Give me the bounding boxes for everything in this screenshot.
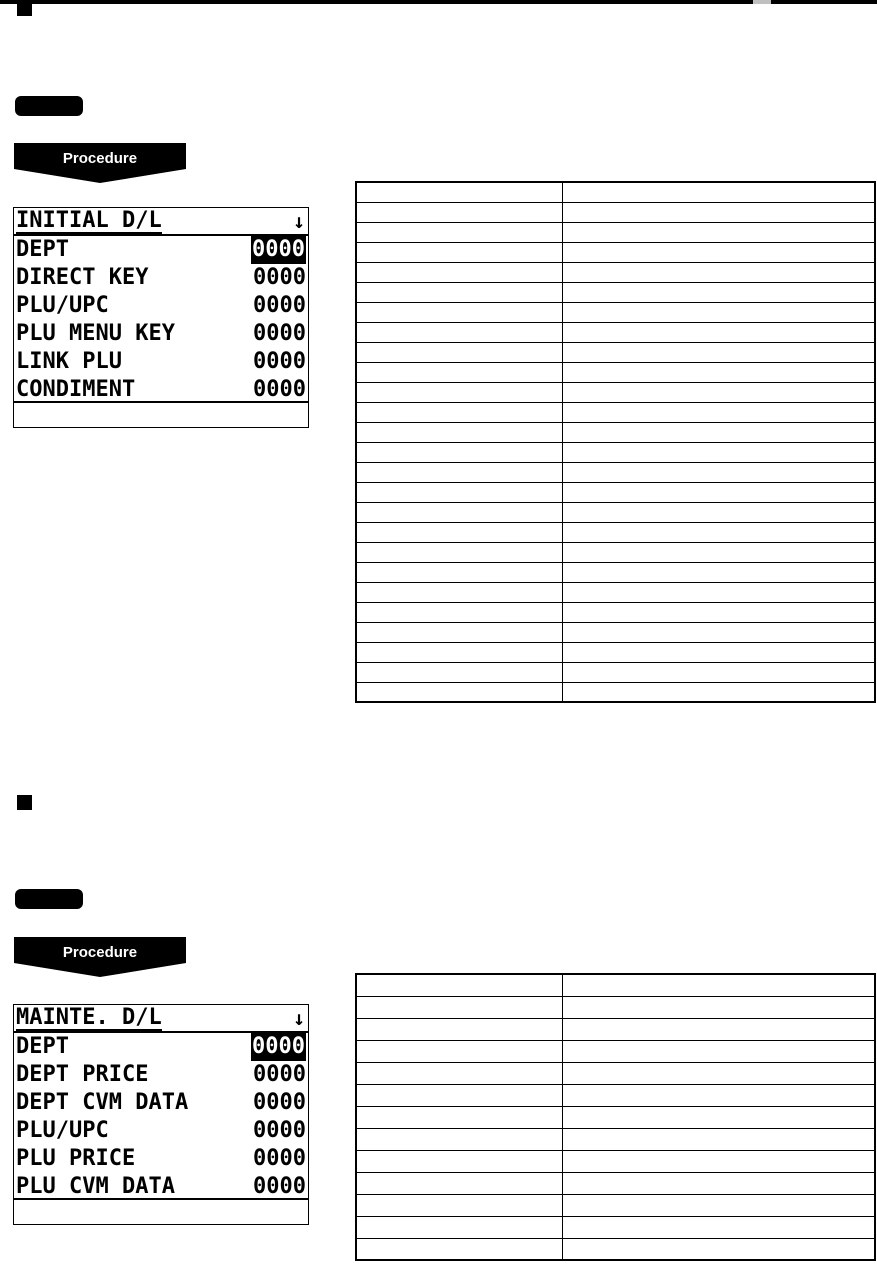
- display-row[interactable]: [14, 1033, 308, 1061]
- table-cell: [563, 1128, 876, 1150]
- row-label: PLU/UPC: [16, 293, 109, 318]
- row-label: DEPT CVM DATA: [16, 1090, 189, 1115]
- table-row: [356, 382, 875, 402]
- table-row: [356, 974, 875, 996]
- procedure-label: Procedure: [62, 944, 138, 961]
- table-cell: [356, 582, 563, 602]
- table-row: [356, 1040, 875, 1062]
- table-cell: [563, 382, 876, 402]
- table-cell: [356, 1216, 563, 1238]
- table-cell: [563, 1238, 876, 1260]
- table-cell: [356, 402, 563, 422]
- row-label: DEPT PRICE: [16, 1062, 149, 1087]
- table-row: [356, 482, 875, 502]
- row-value: 0000: [253, 1174, 306, 1199]
- settings-table: [355, 181, 876, 703]
- down-arrow-icon: ↓: [292, 209, 305, 233]
- table-cell: [356, 222, 563, 242]
- display-footer: [14, 1198, 308, 1224]
- table-cell: [356, 542, 563, 562]
- table-cell: [356, 282, 563, 302]
- table-cell: [563, 402, 876, 422]
- display-row[interactable]: [14, 236, 308, 264]
- table-cell: [563, 1172, 876, 1194]
- display-row[interactable]: [14, 320, 308, 348]
- page-top-gap: [753, 0, 771, 4]
- table-row: [356, 1238, 875, 1260]
- table-row: [356, 402, 875, 422]
- table-row: [356, 282, 875, 302]
- table-cell: [563, 502, 876, 522]
- table-row: [356, 242, 875, 262]
- table-cell: [563, 242, 876, 262]
- table-cell: [356, 602, 563, 622]
- table-cell: [563, 622, 876, 642]
- table-cell: [356, 1194, 563, 1216]
- display-title: MAINTE. D/L: [16, 1005, 162, 1030]
- table-row: [356, 1194, 875, 1216]
- table-cell: [563, 302, 876, 322]
- table-cell: [356, 974, 563, 996]
- table-cell: [563, 522, 876, 542]
- table-row: [356, 422, 875, 442]
- table-row: [356, 602, 875, 622]
- table-cell: [563, 642, 876, 662]
- row-label: PLU MENU KEY: [16, 321, 175, 346]
- section-bullet: [17, 795, 32, 810]
- table-cell: [563, 1040, 876, 1062]
- table-cell: [563, 282, 876, 302]
- table-cell: [356, 262, 563, 282]
- table-cell: [356, 322, 563, 342]
- table-row: [356, 662, 875, 682]
- row-label: PLU/UPC: [16, 1118, 109, 1143]
- table-row: [356, 1216, 875, 1238]
- table-cell: [356, 1018, 563, 1040]
- table-row: [356, 522, 875, 542]
- table-row: [356, 502, 875, 522]
- table-cell: [356, 342, 563, 362]
- display-title: INITIAL D/L: [16, 208, 162, 233]
- row-value: 0000: [252, 1034, 305, 1059]
- table-cell: [563, 462, 876, 482]
- row-value: 0000: [253, 265, 306, 290]
- table-cell: [356, 202, 563, 222]
- row-value: 0000: [252, 237, 305, 262]
- table-row: [356, 222, 875, 242]
- table-row: [356, 1128, 875, 1150]
- table-cell: [356, 462, 563, 482]
- row-value: 0000: [253, 377, 306, 402]
- table-row: [356, 1172, 875, 1194]
- table-cell: [563, 342, 876, 362]
- table-cell: [563, 362, 876, 382]
- table-cell: [356, 1172, 563, 1194]
- table-cell: [356, 996, 563, 1018]
- table-row: [356, 342, 875, 362]
- table-cell: [356, 182, 563, 202]
- procedure-badge: [14, 937, 186, 977]
- table-cell: [563, 996, 876, 1018]
- row-label: DIRECT KEY: [16, 265, 149, 290]
- table-cell: [356, 622, 563, 642]
- table-cell: [563, 442, 876, 462]
- table-cell: [563, 222, 876, 242]
- display-row[interactable]: [14, 376, 308, 404]
- table-cell: [563, 1194, 876, 1216]
- table-cell: [563, 422, 876, 442]
- table-row: [356, 442, 875, 462]
- table-cell: [356, 1040, 563, 1062]
- row-value: 0000: [253, 1090, 306, 1115]
- row-value: 0000: [253, 1062, 306, 1087]
- table-cell: [563, 202, 876, 222]
- table-cell: [563, 1018, 876, 1040]
- table-cell: [563, 482, 876, 502]
- lcd-display: [13, 1004, 309, 1225]
- table-cell: [356, 642, 563, 662]
- display-row[interactable]: [14, 292, 308, 320]
- table-row: [356, 302, 875, 322]
- table-row: [356, 182, 875, 202]
- table-row: [356, 582, 875, 602]
- display-footer: [14, 401, 308, 427]
- row-value: 0000: [253, 293, 306, 318]
- display-row[interactable]: [14, 1173, 308, 1201]
- table-row: [356, 542, 875, 562]
- table-cell: [356, 502, 563, 522]
- display-row[interactable]: [14, 348, 308, 376]
- procedure-badge: [14, 143, 186, 183]
- table-cell: [563, 682, 876, 702]
- table-cell: [563, 542, 876, 562]
- row-label: DEPT: [16, 1034, 69, 1059]
- mode-key-pill: [15, 96, 83, 116]
- table-cell: [356, 382, 563, 402]
- table-cell: [356, 1084, 563, 1106]
- table-row: [356, 1018, 875, 1040]
- display-header: [14, 208, 308, 236]
- table-row: [356, 996, 875, 1018]
- row-label: DEPT: [16, 237, 69, 262]
- table-row: [356, 1084, 875, 1106]
- table-cell: [356, 1150, 563, 1172]
- display-row[interactable]: [14, 264, 308, 292]
- table-row: [356, 622, 875, 642]
- table-cell: [356, 302, 563, 322]
- table-row: [356, 462, 875, 482]
- table-cell: [356, 522, 563, 542]
- down-arrow-icon: ↓: [292, 1006, 305, 1030]
- table-cell: [356, 1128, 563, 1150]
- settings-table: [355, 973, 876, 1261]
- procedure-label: Procedure: [62, 150, 138, 167]
- table-row: [356, 562, 875, 582]
- table-cell: [356, 1238, 563, 1260]
- table-cell: [563, 1216, 876, 1238]
- table-cell: [356, 562, 563, 582]
- table-cell: [563, 1106, 876, 1128]
- table-cell: [563, 262, 876, 282]
- table-cell: [356, 1062, 563, 1084]
- table-cell: [563, 1062, 876, 1084]
- table-row: [356, 1106, 875, 1128]
- table-cell: [356, 1106, 563, 1128]
- table-cell: [563, 1150, 876, 1172]
- table-row: [356, 362, 875, 382]
- table-cell: [356, 682, 563, 702]
- mode-key-pill: [15, 889, 83, 909]
- table-cell: [356, 482, 563, 502]
- section-bullet: [17, 1, 32, 16]
- table-row: [356, 1062, 875, 1084]
- lcd-display: [13, 207, 309, 428]
- table-cell: [563, 602, 876, 622]
- display-header: [14, 1005, 308, 1033]
- table-cell: [563, 662, 876, 682]
- page-top-rule: [0, 0, 877, 4]
- table-cell: [356, 362, 563, 382]
- table-row: [356, 322, 875, 342]
- table-cell: [563, 182, 876, 202]
- row-label: PLU CVM DATA: [16, 1174, 175, 1199]
- table-cell: [563, 1084, 876, 1106]
- table-row: [356, 202, 875, 222]
- row-label: CONDIMENT: [16, 377, 136, 402]
- row-label: LINK PLU: [16, 349, 122, 374]
- table-cell: [563, 562, 876, 582]
- display-row[interactable]: [14, 1145, 308, 1173]
- row-value: 0000: [253, 321, 306, 346]
- row-value: 0000: [253, 349, 306, 374]
- table-cell: [356, 662, 563, 682]
- row-value: 0000: [253, 1118, 306, 1143]
- display-row[interactable]: [14, 1089, 308, 1117]
- table-row: [356, 642, 875, 662]
- table-row: [356, 682, 875, 702]
- table-cell: [563, 322, 876, 342]
- display-row[interactable]: [14, 1061, 308, 1089]
- table-cell: [563, 974, 876, 996]
- table-row: [356, 262, 875, 282]
- table-cell: [356, 242, 563, 262]
- table-cell: [356, 442, 563, 462]
- table-cell: [356, 422, 563, 442]
- table-row: [356, 1150, 875, 1172]
- row-label: PLU PRICE: [16, 1146, 136, 1171]
- display-row[interactable]: [14, 1117, 308, 1145]
- table-cell: [563, 582, 876, 602]
- row-value: 0000: [253, 1146, 306, 1171]
